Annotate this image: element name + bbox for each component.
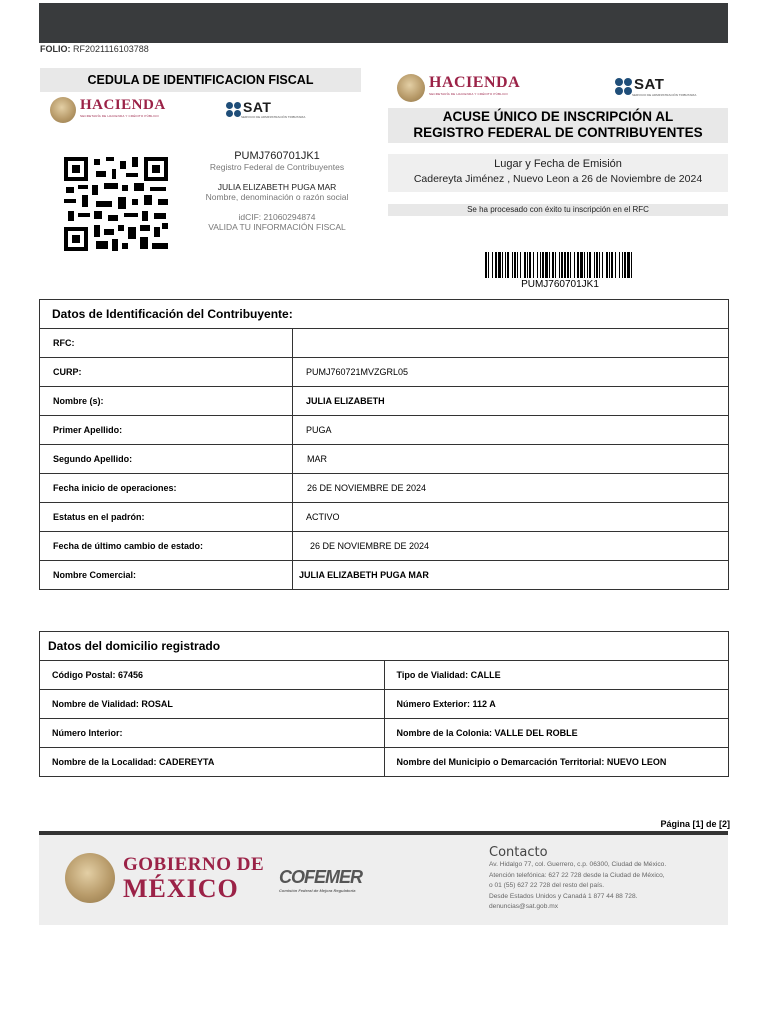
- domicilio-title: Datos del domicilio registrado: [40, 632, 729, 661]
- procesado-message: Se ha procesado con éxito tu inscripción en el RFC: [388, 204, 728, 216]
- table-row: Nombre (s): JULIA ELIZABETH: [40, 387, 729, 416]
- hacienda-logo: HACIENDA SECRETARÍA DE HACIENDA Y CRÉDITO PÚBLICO: [50, 97, 166, 123]
- table-row: Estatus en el padrón: ACTIVO: [40, 503, 729, 532]
- cedula-name-caption: Nombre, denominación o razón social: [205, 192, 349, 202]
- table-row: Nombre de la Localidad: CADEREYTA Nombre del Municipio o Demarcación Territorial: NUEVO LEON: [40, 748, 729, 777]
- cedula-validate: VALIDA TU INFORMACIÓN FISCAL: [208, 222, 346, 232]
- table-row: Segundo Apellido: MAR: [40, 445, 729, 474]
- cedula-rfc-caption: Registro Federal de Contribuyentes: [209, 162, 345, 172]
- table-row: CURP: PUMJ760721MVZGRL05: [40, 358, 729, 387]
- table-row: Fecha de último cambio de estado: 26 DE NOVIEMBRE DE 2024: [40, 532, 729, 561]
- table-row: RFC:: [40, 329, 729, 358]
- cofemer-logo: COFEMER Comisión Federal de Mejora Regulatoria: [279, 867, 362, 893]
- qr-code[interactable]: [62, 155, 170, 253]
- eagle-emblem-icon: [397, 74, 425, 102]
- eagle-emblem-icon: [50, 97, 76, 123]
- sat-logo: SAT SERVICIO DE ADMINISTRACIÓN TRIBUTARIA: [226, 99, 305, 119]
- page-number: Página [1] de [2]: [660, 819, 730, 829]
- acuse-hacienda-logo: HACIENDA SECRETARÍA DE HACIENDA Y CRÉDITO PÚBLICO: [397, 74, 520, 102]
- table-row: Número Interior: Nombre de la Colonia: VALLE DEL ROBLE: [40, 719, 729, 748]
- contacto-block: Contacto Av. Hidalgo 77, col. Guerrero, c.p. 06300, Ciudad de México. Atención telefónica: 627 22 728 desde la Ciudad de México, o 01 (55) 627 22 728 del resto del país. Desde Estados Unidos y Canadá 1 877 44 88 728. denuncias@sat.gob.mx: [489, 845, 724, 913]
- lugar-title: Lugar y Fecha de Emisión: [494, 158, 622, 170]
- cedula-idcif: idCIF: 21060294874: [238, 212, 316, 222]
- cedula-name: JULIA ELIZABETH PUGA MAR: [217, 182, 337, 192]
- cedula-rfc: PUMJ760701JK1: [234, 150, 320, 162]
- domicilio-table: [39, 631, 729, 777]
- lugar-text: Cadereyta Jiménez , Nuevo Leon a 26 de Noviembre de 2024: [413, 173, 703, 185]
- lugar-fecha-box: [388, 154, 728, 192]
- table-row: Nombre Comercial: JULIA ELIZABETH PUGA MAR: [40, 561, 729, 590]
- contacto-title: Contacto: [489, 845, 548, 860]
- identificacion-table: [39, 299, 729, 590]
- table-row: Código Postal: 67456 Tipo de Vialidad: CALLE: [40, 661, 729, 690]
- cedula-title: CEDULA DE IDENTIFICACION FISCAL: [40, 68, 361, 92]
- table-row: Primer Apellido: PUGA: [40, 416, 729, 445]
- identificacion-title: Datos de Identificación del Contribuyente:: [40, 300, 729, 329]
- acuse-sat-logo: SAT SERVICIO DE ADMINISTRACIÓN TRIBUTARIA: [615, 76, 696, 97]
- contacto-email[interactable]: denuncias@sat.gob.mx: [489, 903, 559, 910]
- barcode: [485, 252, 633, 278]
- footer: [39, 835, 728, 925]
- eagle-emblem-icon: [65, 853, 115, 903]
- table-row: Nombre de Vialidad: ROSAL Número Exterior: 112 A: [40, 690, 729, 719]
- barcode-label: PUMJ760701JK1: [521, 279, 599, 290]
- sat-dots-icon: [615, 78, 632, 95]
- gobierno-de-mexico-logo: GOBIERNO DE MÉXICO: [123, 854, 265, 903]
- table-row: Fecha inicio de operaciones: 26 DE NOVIEMBRE DE 2024: [40, 474, 729, 503]
- sat-dots-icon: [226, 102, 241, 117]
- acuse-title: ACUSE ÚNICO DE INSCRIPCIÓN AL REGISTRO FEDERAL DE CONTRIBUYENTES: [388, 108, 728, 143]
- cedula-info: [192, 148, 362, 232]
- top-bar: [39, 3, 728, 43]
- folio: FOLIO: RF2021116103788: [40, 44, 149, 54]
